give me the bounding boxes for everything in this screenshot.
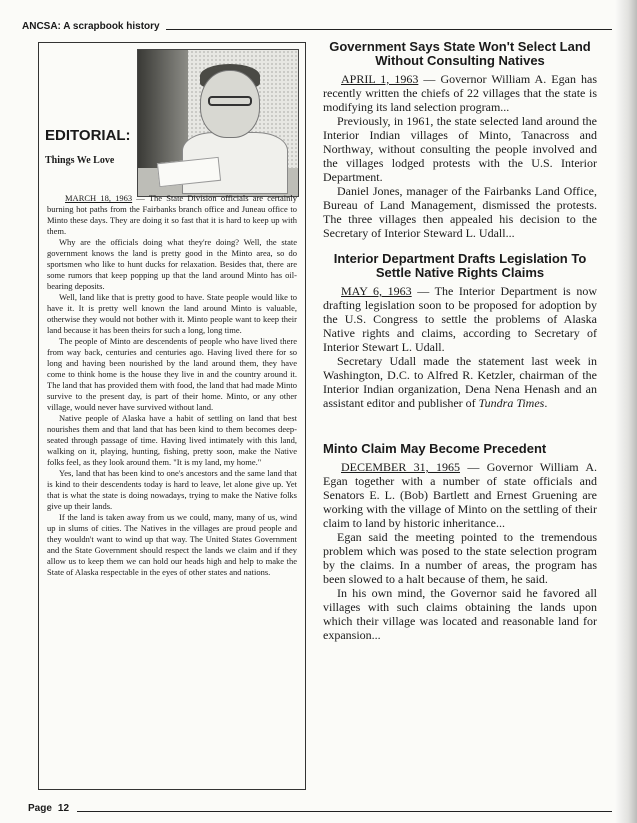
running-header xyxy=(22,18,612,34)
article xyxy=(323,40,597,240)
article-headline: Government Says State Won't Select Land Without Consulting Natives xyxy=(329,39,591,68)
article-paragraph: Previously, in 1961, the state selected land around the Interior Indian villages of Minto, Tanacross and Northway, without consulting the people involved and the villages lodged protests with the U.S. Interior Department. xyxy=(323,114,597,184)
editorial-title: EDITORIAL: xyxy=(45,127,131,144)
article-headline: Interior Department Drafts Legislation To Settle Native Rights Claims xyxy=(333,251,587,280)
editorial-body xyxy=(47,193,297,578)
editorial-paragraph: Yes, land that has been kind to one's ancestors and the same land that is kind to their descendents today is hard to leave, let alone give up. Yet that is what the state is doing nowadays, trying to make the Native folks give up their lands. xyxy=(47,468,297,511)
article xyxy=(323,442,597,642)
editorial-date: MARCH 18, 1963 xyxy=(65,193,133,203)
page-number: 12 xyxy=(57,802,70,814)
article-paragraph: APRIL 1, 1963 — Governor William A. Egan has recently written the chiefs of 22 villages that the state is modifying its land selection program... xyxy=(323,72,597,114)
footer-rule xyxy=(77,811,612,812)
article-date: APRIL 1, 1963 xyxy=(341,72,419,86)
article-headline: Minto Claim May Become Precedent xyxy=(323,441,547,456)
article-paragraph: Egan said the meeting pointed to the tremendous problem which was posed to the state selection program by the claims. In a number of areas, the program has been slowed to a halt because of them, he said. xyxy=(323,530,597,586)
running-title: ANCSA: A scrapbook history xyxy=(22,20,160,32)
article-paragraph: In his own mind, the Governor said he favored all villages with such claims obtaining the lands upon which their village was located and reasonable land for expansion... xyxy=(323,586,597,642)
article-paragraph: Daniel Jones, manager of the Fairbanks Land Office, Bureau of Land Management, dismissed the protests. The three villages then appealed his decision to the Secretary of Interior Steward L. Udall... xyxy=(323,184,597,240)
page-label: Page xyxy=(28,802,52,814)
editorial-paragraph: Why are the officials doing what they're doing? Well, the state government knows the land is pretty good in the Minto area, so do sportsmen who like to hunt ducks for relaxation. Besides that, there are some rumors that keep popping up that the land around Minto has oil-bearing deposits. xyxy=(47,237,297,291)
editorial-photo xyxy=(137,49,299,197)
article-paragraph: MAY 6, 1963 — The Interior Department is now drafting legislation soon to be proposed for adoption by the U.S. Congress to settle the problems of Alaska Native rights and claims, according to Secretary of Interior Stewart L. Udall. xyxy=(323,284,597,354)
editorial-paragraph: If the land is taken away from us we could, many, many of us, wind up in slums of cities. The Natives in the villages are proud people and they wouldn't want to wind up that way. The United States Government and the State Government should respect the lands we claim and if they allow us to keep them we can hold our heads high and help to make the State of Alaska respectable in the eyes of other states and nations. xyxy=(47,512,297,577)
article-paragraph: Secretary Udall made the statement last week in Washington, D.C. to Alfred R. Ketzler, chairman of the Interior Indian organization, Dena Nena Henash and an assistant editor and publisher of Tundra Times. xyxy=(323,354,597,410)
article xyxy=(323,252,597,410)
header-rule xyxy=(166,29,612,30)
editorial-paragraph: The people of Minto are descendents of people who have lived there from way back, centuries and centuries ago. Having lived there for so long and having been nourished by the land around them, they have come to think home is the house they live in and the country around it. The land that has provided them with food, the land that had made Minto survive to the present day, is part of their home. Minto, or any other village, would never have survived without land. xyxy=(47,336,297,412)
page-gutter-shadow xyxy=(615,0,637,823)
editorial-box xyxy=(38,42,306,790)
article-date: MAY 6, 1963 xyxy=(341,284,412,298)
page-footer xyxy=(28,800,612,816)
editorial-subtitle: Things We Love xyxy=(45,155,115,166)
editorial-paragraph: MARCH 18, 1963 — The State Division officials are certainly burning hot paths from the Fairbanks branch office and Juneau office to Minto these days. They are doing it so fast that it is hard to keep up with them. xyxy=(47,193,297,236)
news-column xyxy=(323,40,597,642)
article-date: DECEMBER 31, 1965 xyxy=(341,460,461,474)
publication-name: Tundra Times xyxy=(478,396,545,410)
editorial-paragraph: Native people of Alaska have a habit of settling on land that best nourishes them and that land that has been kind to them becomes deep-seated through passage of time. Having lived intimately with this land, walking on it, playing, hunting, fishing, pretty soon, make the Native folks feel, as they look around them. "It is my land, my home." xyxy=(47,413,297,467)
article-paragraph: DECEMBER 31, 1965 — Governor William A. Egan together with a number of state officials and Senators E. L. (Bob) Bartlett and Ernest Gruening are working with the village of Minto on the settling of their claim to land by historic inheritance... xyxy=(323,460,597,530)
editorial-paragraph: Well, land like that is pretty good to have. State people would like to have it. It is pretty well known the land around Minto is valuable, otherwise they would not bother with it. Minto people want to keep their land because it has been theirs for such a long, long time. xyxy=(47,292,297,335)
